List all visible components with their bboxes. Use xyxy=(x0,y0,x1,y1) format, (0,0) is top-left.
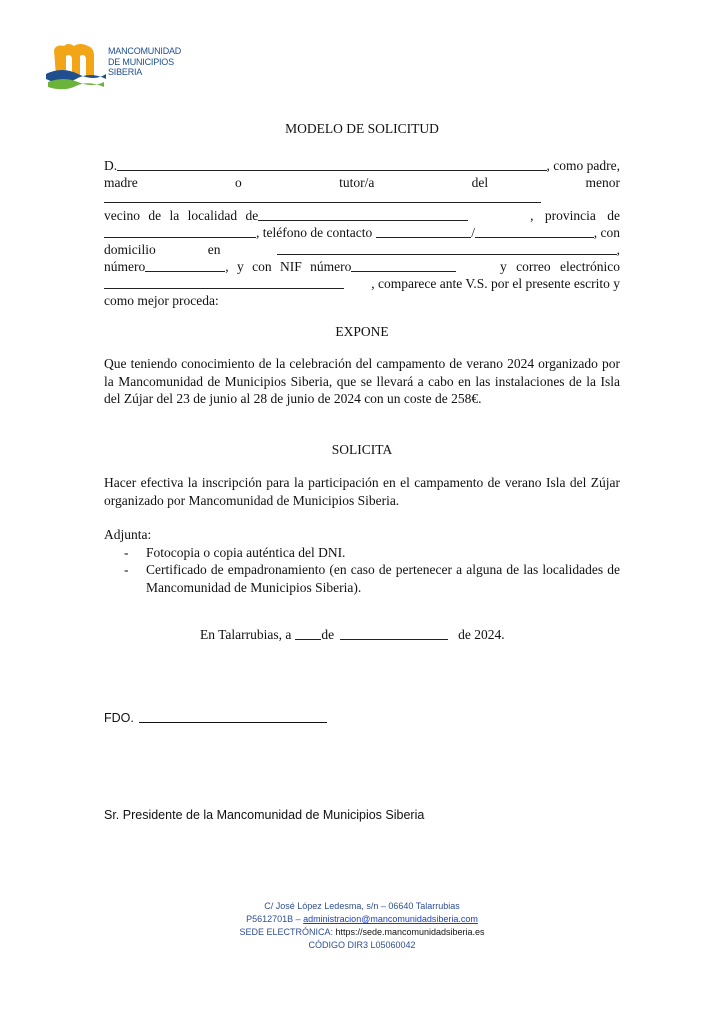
form-label: , con xyxy=(593,225,620,240)
nif-field[interactable] xyxy=(351,259,456,272)
dash-icon: - xyxy=(124,544,129,560)
logo-mark-icon xyxy=(44,40,108,90)
number-field[interactable] xyxy=(145,259,225,272)
form-label: y correo electrónico xyxy=(500,259,620,274)
dash-icon: - xyxy=(124,562,129,577)
logo-line: SIBERIA xyxy=(108,67,143,77)
attachment-text: Fotocopia o copia auténtica del DNI. xyxy=(146,544,346,560)
form-label: , como padre, xyxy=(546,158,620,173)
footer-sede-url[interactable]: https://sede.mancomunidadsiberia.es xyxy=(335,927,485,937)
form-word: del xyxy=(471,175,489,190)
form-word: o xyxy=(235,175,242,190)
form-label: , provincia de xyxy=(530,208,620,223)
form-line-relation xyxy=(104,175,620,191)
logo-text xyxy=(108,46,181,78)
form-label: / xyxy=(471,225,475,240)
addressee: Sr. Presidente de la Mancomunidad de Municipios Siberia xyxy=(104,808,425,822)
solicita-heading: SOLICITA xyxy=(331,442,393,457)
form-line-email xyxy=(104,276,620,292)
form-line-phone xyxy=(104,225,620,241)
form-label: domicilio xyxy=(104,242,156,257)
phone-field-2[interactable] xyxy=(475,225,594,238)
footer-email-link[interactable]: administracion@mancomunidadsiberia.com xyxy=(303,914,478,924)
footer-sede-label: SEDE ELECTRÓNICA: xyxy=(239,927,336,937)
expone-heading: EXPONE xyxy=(335,324,389,339)
address-field[interactable] xyxy=(277,242,617,255)
attachment-text: Certificado de empadronamiento (en caso de pertenecer a alguna de las localidades de Mancomunidad de Municipios Siberia). xyxy=(146,562,620,595)
form-label: , teléfono de contacto xyxy=(256,225,373,240)
form-line-address xyxy=(104,242,620,258)
form-word: madre xyxy=(104,175,138,190)
form-label: número xyxy=(104,259,146,274)
attachment-item xyxy=(104,544,620,562)
footer xyxy=(0,900,724,952)
province-field[interactable] xyxy=(104,225,256,238)
date-line xyxy=(200,627,530,643)
solicita-paragraph: Hacer efectiva la inscripción para la participación en el campamento de verano Isla del Zújar organizado por Mancomunidad de Municipios Siberia. xyxy=(104,475,620,508)
form-label: , comparece ante V.S. por el presente escrito y xyxy=(371,276,620,291)
form-line-closing: como mejor proceda: xyxy=(104,293,219,308)
footer-dir3: CÓDIGO DIR3 L05060042 xyxy=(308,940,416,950)
month-field[interactable] xyxy=(340,627,448,640)
date-label: En Talarrubias, a xyxy=(200,627,292,642)
signature-field[interactable] xyxy=(139,710,327,723)
footer-cif: P5612701B – xyxy=(246,914,304,924)
document-title: MODELO DE SOLICITUD xyxy=(285,121,439,136)
form-word: menor xyxy=(585,175,620,190)
phone-field-1[interactable] xyxy=(376,225,471,238)
attachments-list xyxy=(104,526,620,596)
form-line-locality xyxy=(104,208,620,224)
logo-line: DE MUNICIPIOS xyxy=(108,56,174,67)
name-field[interactable] xyxy=(117,158,546,171)
logo-line: MANCOMUNIDAD xyxy=(108,46,182,56)
date-label: de xyxy=(321,627,335,642)
form-word: tutor/a xyxy=(339,175,375,190)
form-label: , y con NIF número xyxy=(225,259,352,274)
form-line-name xyxy=(104,158,620,174)
form-label: D. xyxy=(104,158,118,173)
email-field[interactable] xyxy=(104,276,344,289)
signature-line xyxy=(104,710,620,726)
footer-address: C/ José López Ledesma, s/n – 06640 Talarrubias xyxy=(264,901,460,911)
form-line-minor-name xyxy=(104,190,620,207)
attachments-label: Adjunta: xyxy=(104,527,152,542)
form-label: vecino de la localidad de xyxy=(104,208,259,223)
expone-paragraph: Que teniendo conocimiento de la celebración del campamento de verano 2024 organizado por la Mancomunidad de Municipios Siberia, que se llevará a cabo en las instalaciones de la Isla del Zújar del 23 de junio al 28 de junio de 2024 con un coste de 258€. xyxy=(104,356,620,406)
date-label: de 2024. xyxy=(458,627,505,642)
footer-contact xyxy=(0,913,724,926)
minor-name-field[interactable] xyxy=(104,190,541,203)
form-label: , xyxy=(616,242,620,257)
signature-label: FDO. xyxy=(104,711,134,725)
locality-field[interactable] xyxy=(258,208,468,221)
footer-sede xyxy=(0,926,724,939)
day-field[interactable] xyxy=(295,627,321,640)
attachment-item xyxy=(104,561,620,596)
form-line-number xyxy=(104,259,620,275)
form-label: en xyxy=(207,242,221,257)
